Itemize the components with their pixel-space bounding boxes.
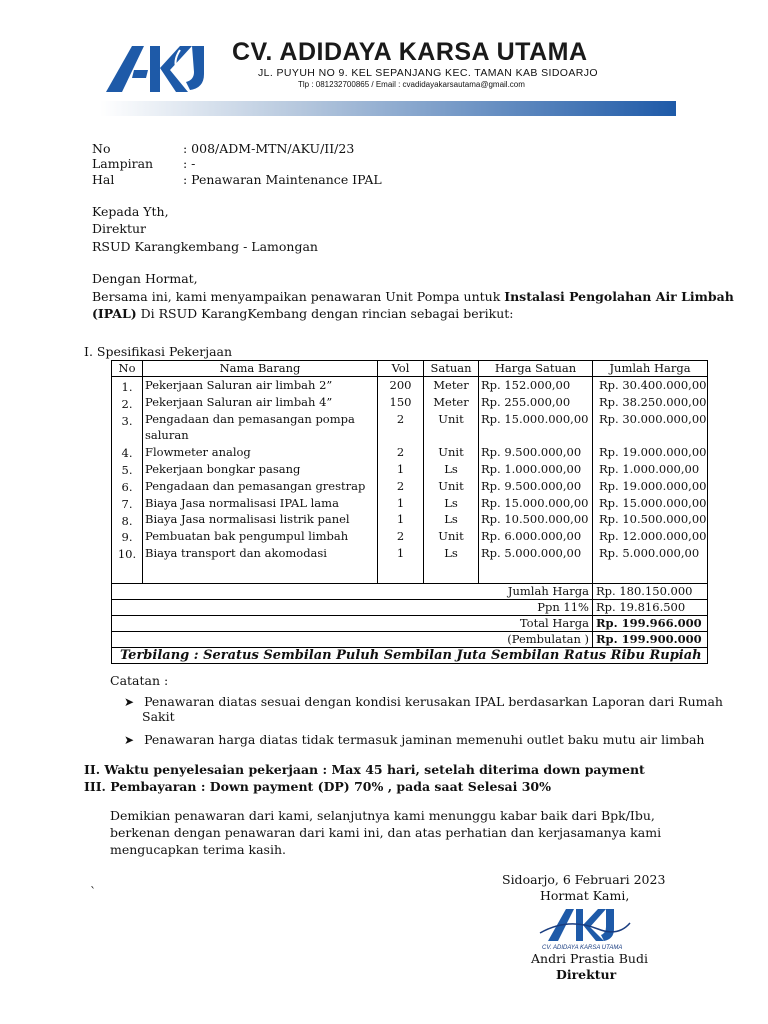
cell-satuan: Unit <box>438 529 464 544</box>
cell-jumlah: Rp. 38.250.000,00 <box>599 394 707 409</box>
cell-nama: Pekerjaan Saluran air limbah 2” <box>145 378 333 392</box>
terbilang-text: Terbilang : Seratus Sembilan Puluh Sembilan Juta Sembilan Ratus Ribu Rupiah <box>112 648 708 664</box>
closing-line3: mengucapkan terima kasih. <box>110 842 286 857</box>
cell-vol: 2 <box>396 529 405 544</box>
hal-label: Hal <box>92 172 115 187</box>
stamp-caption: CV. ADIDAYA KARSA UTAMA <box>542 945 623 951</box>
closing-line2: berkenan dengan penawaran dari kami ini, dan atas perhatian dan kerjasamanya kami <box>110 825 662 840</box>
header-satuan: Satuan <box>424 361 479 377</box>
cell-no: 6. <box>121 479 133 494</box>
recipient-line2: Direktur <box>92 221 147 236</box>
header-divider-bar <box>100 101 676 116</box>
cell-harga: Rp. 9.500.000,00 <box>481 445 582 460</box>
cell-satuan: Unit <box>438 445 464 460</box>
summary-label: Total Harga <box>112 616 593 632</box>
company-name: CV. ADIDAYA KARSA UTAMA <box>232 38 588 66</box>
no-label: No <box>92 141 111 156</box>
cell-nama: Pengadaan dan pemasangan grestrap <box>145 478 366 493</box>
catatan-item-1 <box>124 694 723 709</box>
cell-jumlah: Rp. 12.000.000,00 <box>599 529 707 544</box>
cell-nama: Biaya Jasa normalisasi listrik panel <box>145 512 350 527</box>
summary-row-total <box>112 616 708 632</box>
catatan-item-2-line1: Penawaran harga diatas tidak termasuk jaminan memenuhi outlet baku mutu air limbah <box>144 732 705 747</box>
no-value: : 008/ADM-MTN/AKU/II/23 <box>183 141 355 156</box>
cell-jumlah: Rp. 5.000.000,00 <box>599 545 700 560</box>
summary-value: Rp. 19.816.500 <box>593 600 708 616</box>
lampiran-value: : - <box>183 156 196 171</box>
signer-name: Andri Prastia Budi <box>531 951 648 966</box>
summary-value: Rp. 180.150.000 <box>593 584 708 600</box>
header-harga-satuan: Harga Satuan <box>479 361 593 377</box>
catatan-item-2 <box>124 732 704 747</box>
cell-jumlah: Rp. 19.000.000,00 <box>599 445 707 460</box>
cell-harga: Rp. 15.000.000,00 <box>481 411 589 426</box>
arrow-bullet-icon: ➤ <box>124 695 135 709</box>
summary-row-pembulatan <box>112 632 708 648</box>
cell-vol: 1 <box>396 495 405 510</box>
cell-jumlah: Rp. 1.000.000,00 <box>599 461 700 476</box>
cell-harga: Rp. 1.000.000,00 <box>481 461 582 476</box>
cell-no: 4. <box>121 446 133 461</box>
cell-jumlah: Rp. 30.000.000,00 <box>599 411 707 426</box>
intro-line1 <box>92 289 734 304</box>
lampiran-label: Lampiran <box>92 156 154 171</box>
table-header-row <box>112 361 708 377</box>
cell-vol: 1 <box>396 512 405 527</box>
cell-satuan: Unit <box>438 478 464 493</box>
cell-nama: Pembuatan bak pengumpul limbah <box>145 529 349 544</box>
hal-value: : Penawaran Maintenance IPAL <box>183 172 382 187</box>
cell-vol: 1 <box>396 461 405 476</box>
company-contact: Tlp : 081232700865 / Email : cvadidayakarsautama@gmail.com <box>298 80 525 89</box>
cell-no: 1. <box>121 380 133 394</box>
greeting: Dengan Hormat, <box>92 271 198 286</box>
recipient-line1: Kepada Yth, <box>92 204 169 219</box>
closing-line1: Demikian penawaran dari kami, selanjutnya kami menunggu kabar baik dari Bpk/Ibu, <box>110 808 655 823</box>
header-no: No <box>112 361 143 377</box>
spec-table <box>111 360 708 664</box>
header-jumlah-harga: Jumlah Harga <box>593 361 708 377</box>
intro-part1-bold: Instalasi Pengolahan Air Limbah <box>504 289 734 304</box>
company-address: JL. PUYUH NO 9. KEL SEPANJANG KEC. TAMAN KAB SIDOARJO <box>258 67 598 79</box>
summary-label: (Pembulatan ) <box>112 632 593 648</box>
section2: II. Waktu penyelesaian pekerjaan : Max 45 hari, setelah diterima down payment <box>84 762 645 777</box>
salutation: Hormat Kami, <box>540 888 630 903</box>
cell-harga: Rp. 9.500.000,00 <box>481 478 582 493</box>
intro-part2: Di RSUD KarangKembang dengan rincian sebagai berikut: <box>136 306 514 321</box>
recipient-line3: RSUD Karangkembang - Lamongan <box>92 239 318 254</box>
cell-harga: Rp. 10.500.000,00 <box>481 512 589 527</box>
cell-vol: 150 <box>389 394 412 409</box>
cell-no: 9. <box>121 530 133 545</box>
signer-title: Direktur <box>556 967 617 982</box>
terbilang-row <box>112 648 708 664</box>
col-no <box>112 377 143 584</box>
col-satuan <box>424 377 479 584</box>
section3: III. Pembayaran : Down payment (DP) 70% , pada saat Selesai 30% <box>84 779 551 794</box>
cell-nama: Pekerjaan bongkar pasang <box>145 461 301 476</box>
cell-harga: Rp. 6.000.000,00 <box>481 529 582 544</box>
summary-value: Rp. 199.966.000 <box>593 616 708 632</box>
intro-part2-bold: (IPAL) <box>92 306 137 321</box>
table-body-row <box>112 377 708 584</box>
cell-vol: 2 <box>396 445 405 460</box>
cell-satuan: Meter <box>433 394 469 409</box>
cell-nama: Pekerjaan Saluran air limbah 4” <box>145 394 333 409</box>
summary-value: Rp. 199.900.000 <box>593 632 708 648</box>
cell-vol: 1 <box>396 545 405 560</box>
cell-satuan: Unit <box>438 411 464 426</box>
cell-harga: Rp. 255.000,00 <box>481 394 571 409</box>
catatan-item-1-line1: Penawaran diatas sesuai dengan kondisi kerusakan IPAL berdasarkan Laporan dari Rumah <box>144 694 723 709</box>
cell-no: 3. <box>121 413 133 428</box>
company-logo <box>104 40 216 96</box>
summary-row-jumlah <box>112 584 708 600</box>
cell-nama: Flowmeter analog <box>145 445 251 460</box>
cell-no: 10. <box>117 547 137 562</box>
cell-jumlah: Rp. 30.400.000,00 <box>599 378 707 392</box>
header-vol: Vol <box>378 361 424 377</box>
cell-no: 5. <box>121 463 133 478</box>
place-date: Sidoarjo, 6 Februari 2023 <box>502 872 666 887</box>
section1-title: I. Spesifikasi Pekerjaan <box>84 344 233 359</box>
cell-satuan: Ls <box>444 495 458 510</box>
cell-satuan: Ls <box>444 545 458 560</box>
col-harga-satuan <box>479 377 593 584</box>
cell-satuan: Ls <box>444 461 458 476</box>
cell-harga: Rp. 5.000.000,00 <box>481 545 582 560</box>
col-jumlah-harga <box>593 377 708 584</box>
summary-row-ppn <box>112 600 708 616</box>
cell-vol: 2 <box>396 411 405 426</box>
stray-mark: ` <box>90 884 97 899</box>
cell-harga: Rp. 152.000,00 <box>481 378 571 392</box>
cell-satuan: Ls <box>444 512 458 527</box>
col-nama <box>143 377 378 584</box>
intro-part1: Bersama ini, kami menyampaikan penawaran Unit Pompa untuk <box>92 289 505 304</box>
cell-nama: Pengadaan dan pemasangan pompa <box>145 411 355 426</box>
header-nama: Nama Barang <box>143 361 378 377</box>
cell-jumlah: Rp. 10.500.000,00 <box>599 512 707 527</box>
catatan-title: Catatan : <box>110 673 169 688</box>
cell-nama: Biaya transport dan akomodasi <box>145 545 327 560</box>
signature-stamp <box>538 903 634 951</box>
cell-vol: 2 <box>396 478 405 493</box>
intro-line2 <box>92 306 513 321</box>
cell-nama: saluran <box>145 428 189 443</box>
col-vol <box>378 377 424 584</box>
summary-label: Jumlah Harga <box>112 584 593 600</box>
cell-no: 7. <box>121 496 133 511</box>
cell-jumlah: Rp. 19.000.000,00 <box>599 478 707 493</box>
cell-no: 8. <box>121 513 133 528</box>
cell-vol: 200 <box>389 378 412 392</box>
summary-label: Ppn 11% <box>112 600 593 616</box>
cell-harga: Rp. 15.000.000,00 <box>481 495 589 510</box>
cell-jumlah: Rp. 15.000.000,00 <box>599 495 707 510</box>
cell-satuan: Meter <box>433 378 469 392</box>
cell-no: 2. <box>121 396 133 411</box>
cell-nama: Biaya Jasa normalisasi IPAL lama <box>145 495 339 510</box>
catatan-item-1-line2: Sakit <box>142 709 175 724</box>
arrow-bullet-icon: ➤ <box>124 733 135 747</box>
